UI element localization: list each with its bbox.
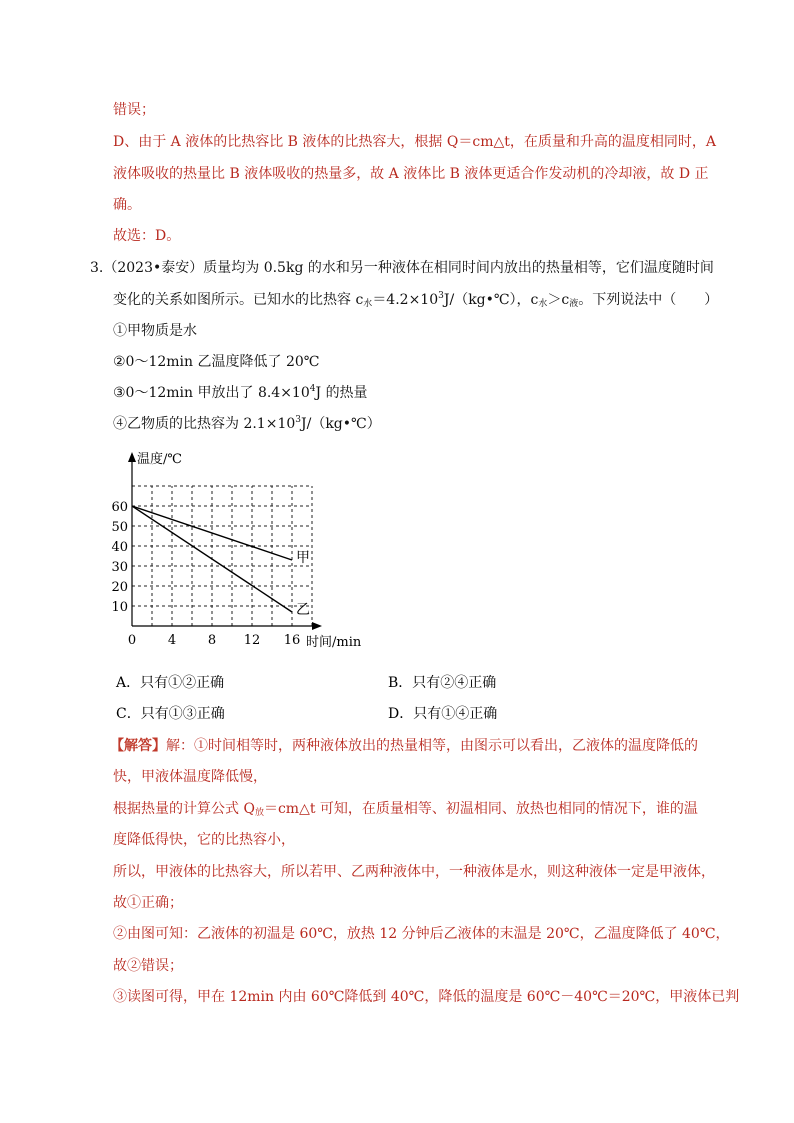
statement-1: ①甲物质是水 bbox=[113, 323, 197, 339]
chart-series bbox=[132, 506, 310, 618]
solution-line-8: 故②错误； bbox=[113, 958, 183, 974]
chart-axes bbox=[128, 452, 322, 630]
statement-4 bbox=[113, 414, 381, 434]
solution-line-2: 快，甲液体温度降低慢， bbox=[113, 769, 267, 785]
stem-text: J/（kg•℃） bbox=[301, 416, 381, 432]
y-tick-label: 50 bbox=[111, 520, 128, 535]
solution-sub: 放 bbox=[254, 808, 264, 818]
stem-text: J/（kg•℃），c bbox=[443, 292, 539, 308]
option-d[interactable]: D．只有①④正确 bbox=[388, 706, 498, 722]
stem-sup: 3 bbox=[295, 415, 301, 425]
option-c[interactable]: C．只有①③正确 bbox=[116, 706, 225, 722]
x-tick-label: 8 bbox=[207, 633, 217, 648]
y-tick-label: 20 bbox=[111, 580, 128, 595]
stem-sub: 水 bbox=[538, 299, 548, 309]
solution-line-5: 所以，甲液体的比热容大，所以若甲、乙两种液体中，一种液体是水，则这种液体一定是甲液体， bbox=[113, 864, 715, 880]
stem-text: ＞c bbox=[547, 292, 570, 308]
x-tick-label: 0 bbox=[127, 633, 137, 648]
prev-answer-line: D、由于 A 液体的比热容比 B 液体的比热容大，根据 Q＝cm△t，在质量和升高的温度相同时，A bbox=[113, 134, 716, 150]
prev-answer-line: 故选：D。 bbox=[113, 228, 181, 244]
x-tick-label: 12 bbox=[243, 633, 261, 648]
statement-2: ②0～12min 乙温度降低了 20℃ bbox=[113, 354, 320, 370]
option-a[interactable]: A．只有①②正确 bbox=[116, 675, 225, 691]
series-label: 甲 bbox=[296, 550, 310, 566]
solution-line-7: ②由图可知：乙液体的初温是 60℃，放热 12 分钟后乙液体的末温是 20℃，乙温度降低了 40℃， bbox=[113, 926, 730, 942]
solution-text: 解：①时间相等时，两种液体放出的热量相等，由图示可以看出，乙液体的温度降低的 bbox=[166, 738, 698, 754]
statement-3 bbox=[113, 383, 368, 403]
prev-answer-line: 错误； bbox=[113, 102, 155, 118]
solution-tag: 【解答】 bbox=[110, 738, 166, 754]
stem-text: ＝4.2×10 bbox=[372, 292, 439, 308]
prev-answer-line: 液体吸收的热量比 B 液体吸收的热量多，故 A 液体比 B 液体更适合作发动机的冷却液，故 D 正 bbox=[113, 166, 709, 182]
stem-text: J 的热量 bbox=[315, 385, 368, 401]
question-stem bbox=[90, 258, 714, 278]
x-axis-arrow bbox=[312, 622, 322, 630]
solution-line-9: ③读图可得，甲在 12min 内由 60℃降低到 40℃，降低的温度是 60℃－40℃＝20℃，甲液体已判 bbox=[113, 989, 740, 1005]
chart-grid bbox=[132, 486, 312, 626]
chart-ylabel: 温度/℃ bbox=[137, 452, 182, 467]
x-tick-label: 4 bbox=[167, 633, 177, 648]
stem-sub: 液 bbox=[569, 299, 579, 309]
stem-sup: 3 bbox=[438, 291, 444, 301]
y-tick-label: 10 bbox=[111, 600, 128, 615]
stem-text: 变化的关系如图所示。已知水的比热容 c bbox=[113, 292, 364, 308]
y-tick-label: 40 bbox=[111, 540, 128, 555]
stem-text: ③0～12min 甲放出了 8.4×10 bbox=[113, 385, 310, 401]
solution-line-4: 度降低得快，它的比热容小， bbox=[113, 832, 295, 848]
chart-xlabel: 时间/min bbox=[306, 635, 362, 650]
y-axis-arrow bbox=[128, 452, 136, 462]
solution-text: 根据热量的计算公式 Q bbox=[113, 801, 255, 817]
stem-sub: 水 bbox=[363, 299, 373, 309]
x-tick-label: 16 bbox=[283, 633, 301, 648]
y-tick-label: 30 bbox=[111, 560, 128, 575]
question-stem-line2 bbox=[113, 290, 718, 310]
y-tick-label: 60 bbox=[111, 500, 128, 515]
solution-line-1 bbox=[110, 736, 698, 756]
stem-text: 。下列说法中（ ） bbox=[578, 292, 719, 308]
stem-sup: 4 bbox=[309, 384, 316, 394]
question-stem-line1: （2023•泰安）质量均为 0.5kg 的水和另一种液体在相同时间内放出的热量相等，它们温度随时间 bbox=[103, 260, 714, 276]
series-label: 乙 bbox=[296, 602, 310, 618]
solution-line-3 bbox=[113, 799, 698, 819]
prev-answer-line: 确。 bbox=[113, 197, 141, 213]
option-b[interactable]: B．只有②④正确 bbox=[388, 675, 497, 691]
question-number: 3. bbox=[90, 260, 104, 276]
stem-text: ④乙物质的比热容为 2.1×10 bbox=[113, 416, 296, 432]
solution-text: ＝cm△t 可知，在质量相等、初温相同、放热也相同的情况下，谁的温 bbox=[263, 801, 698, 817]
temperature-time-chart bbox=[105, 446, 435, 661]
solution-line-6: 故①正确； bbox=[113, 895, 183, 911]
